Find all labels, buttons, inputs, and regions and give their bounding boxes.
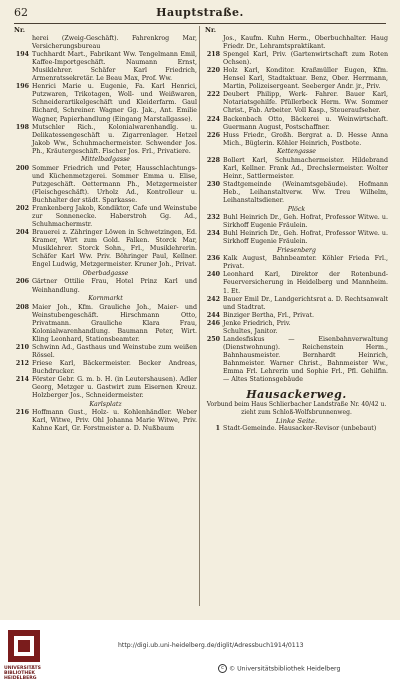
house-number: 220	[206, 67, 220, 75]
resident-text: Schultes, Janitor.	[223, 327, 278, 335]
house-number	[14, 35, 32, 51]
address-entry	[205, 312, 388, 320]
resident-text: herei (Zweig-Geschäft). Fahrenkrog Mar, Versicherungsbureau	[32, 35, 197, 51]
house-number: 236	[206, 255, 220, 263]
house-number: 202	[15, 205, 29, 213]
address-entry	[205, 67, 388, 91]
address-entry	[14, 376, 197, 400]
header-rule	[14, 23, 386, 24]
address-entry	[14, 165, 197, 205]
address-entry	[14, 229, 197, 269]
address-entry	[205, 336, 388, 384]
house-number: 216	[15, 409, 29, 417]
house-number: 218	[206, 51, 220, 59]
house-number: 194	[15, 51, 29, 59]
address-entry	[205, 91, 388, 115]
university-seal-icon	[6, 628, 42, 664]
resident-text: Buhl Heinrich Dr., Geh. Hofrat, Professor Witwe. u. Sirkhoff Eugenie Fräulein.	[223, 214, 388, 230]
resident-text: Friese Karl, Bäckermeister. Becker Andreas, Buchdrucker.	[32, 359, 197, 375]
address-entry	[14, 83, 197, 123]
address-entry	[205, 116, 388, 132]
address-entry	[14, 205, 197, 229]
house-number: 244	[206, 311, 220, 319]
street-section-heading: Kornmarkt	[88, 295, 123, 303]
street-section-heading: Plöck	[287, 205, 306, 213]
street-side-label: Linke Seite.	[275, 417, 318, 426]
street-description: Vorbund beim Haus Schlierbacher Landstraße Nr. 40/42 u. zieht zum Schloß-Wolfsbrunnenweg.	[206, 401, 387, 416]
address-entry	[205, 328, 388, 336]
page-number: 62	[14, 6, 28, 19]
resident-text: Kalk August, Bahnbeamter. Köhler Frieda Frl., Privat.	[223, 255, 388, 271]
address-entry	[205, 181, 388, 205]
resident-text: Jos., Kaufm. Kuhn Herm., Oberbuchhalter. Haug Friedr. Dr., Lehramtspraktikant.	[223, 35, 388, 51]
resident-text: Stadt-Gemeinde. Hausacker-Revisor (unbebaut)	[223, 425, 377, 433]
house-number: 246	[206, 319, 220, 327]
resident-text: Backenbach Otto, Bäckerei u. Weinwirtschaft. Guermann August, Postschaffner.	[223, 115, 388, 131]
house-number: 208	[15, 303, 29, 311]
resident-text: Henrici Marie u. Eugenie, Fa. Karl Henrici, Putzwaren, Trikotagen, Woll- und Weißwaren, Schneiderartikelgeschäft und Kleiderfarm. Gaul Richard, Schreiner. Wagner Gg. Jak., Ant. Emilie Wagner, Papierhandlung (Eingang Marstallgasse).	[32, 83, 197, 123]
house-number: 198	[15, 123, 29, 131]
left-nr-label: Nr.	[14, 26, 26, 34]
page-header	[14, 6, 386, 22]
house-number: 1	[215, 425, 220, 433]
resident-text: Huss Friedr., Großh. Bergrat a. D. Hesse Anna Mich., Büglerin. Köhler Heinrich, Postbote.	[223, 131, 388, 147]
resident-text: Brauerei z. Zähringer Löwen in Schwetzingen, Ed. Kramer, Wirt zum Gold. Falken. Storck Mar, Musiklehrer. Storck Sohn., Frl., Musiklehrerin. Schäfer Karl Ww. Priv. Böhringer Paul, Kellner. Engel Ludwig, Metzgermeister. Kruner Joh., Privat.	[32, 229, 197, 269]
resident-text: Gärtner Ottilie Frau, Hotel Prinz Karl und Weinhandlung.	[32, 278, 197, 294]
address-entry	[205, 271, 388, 295]
resident-text: Leonhard Karl, Direktor der Rotenbund-Feuerversicherung in Heidelberg und Mannheim. 1. Et.	[223, 271, 388, 295]
right-nr-label: Nr.	[205, 26, 217, 34]
house-number: 214	[15, 376, 29, 384]
house-number: 204	[15, 229, 29, 237]
copyright-icon: c	[218, 664, 227, 673]
resident-text: Stadtgemeinde (Weinamtsgebäude). Hofmann Heb., Leihanstaltverw. Ww. Treu Wilhelm, Leihanstaltsdiener.	[223, 180, 388, 204]
house-number	[205, 35, 223, 51]
resident-text: Maier Joh., Kfm. Grauliche Joh., Maier- und Weinstubengeschäft. Hirschmann Otto, Privatmann. Grauliche Klara Frau, Kolonialwarenhandlung. Baumann Peter, Wirt. Kling Leonhard, Stationsbeamter.	[32, 303, 197, 343]
resident-text: Binziger Bertha, Frl., Privat.	[223, 311, 315, 319]
street-section-heading: Karlsplatz	[89, 400, 122, 408]
address-entry	[14, 409, 197, 433]
address-entry	[205, 132, 388, 148]
address-entry	[14, 304, 197, 344]
left-column-head	[14, 26, 197, 34]
right-column-head	[205, 26, 388, 34]
resident-text: Jenke Friedrich, Priv.	[223, 319, 291, 327]
resident-text: Schwinn Ad., Gasthaus und Weinstube zum weißen Rössel.	[32, 343, 197, 359]
house-number: 228	[206, 156, 220, 164]
street-section-heading: Oberbadgasse	[82, 269, 129, 277]
house-number: 226	[206, 131, 220, 139]
house-number: 250	[206, 335, 220, 343]
address-entry	[205, 51, 388, 67]
resident-text: Frankenberg Jakob, Kondiktor, Cafe und Weinstube zur Sonnenecke. Haberstroh Gg. Ad., Schuhmachermstr.	[32, 205, 197, 229]
street-section-heading: Kettengasse	[276, 148, 317, 156]
address-entry	[205, 35, 388, 51]
resident-text: Spengel Karl, Priv. (Gartenwirtschaft zum Roten Ochsen).	[223, 51, 388, 67]
house-number: 212	[15, 359, 29, 367]
permalink-url[interactable]: http://digi.ub.uni-heidelberg.de/diglit/Adressbuch1914/0113	[118, 642, 304, 649]
house-number: 234	[206, 230, 220, 238]
address-entry	[205, 214, 388, 230]
column-divider	[199, 26, 200, 606]
resident-text: Sommer Friedrich und Peter, Hausschlachtungs- und Küchenmetzgerei. Sommer Emma u. Elise, Putzgeschäft. Oettermann Ph., Metzgermeister (Fleischgeschäft). Urholz Ad., Kontrolleur u. Buchhalter der städt. Sparkasse.	[32, 164, 197, 204]
resident-text: Deubert Philipp, Werk- Fahrer. Bauer Karl, Notariatsgehilfe. Pfüllerbeck Herm. Ww. Sommer Christ., Fab. Arbeiter. Voll Kasp., Steueraufseher.	[223, 91, 388, 115]
address-entry	[205, 230, 388, 246]
left-column	[14, 26, 197, 433]
resident-text: Landesfiskus — Eisenbahnverwaltung (Dienstwohnung). Reichenstein Herm., Bahnhausmeister. Bernhardt Heinrich, Bahnmeister. Warner Christ., Bahnmeister Ww., Emma Frl. Lehrerin und Sophie Frl., Pfl. Gehilfin. — Altes Stationsgebäude	[223, 335, 388, 384]
house-number: 232	[206, 214, 220, 222]
resident-text: Tuchhardt Mart., Fabrikant Ww. Tengelmann Emil, Kaffee-Importgeschäft. Naumann Ernst, Musiklehrer. Schäfer Karl Friedrich, Armenratssekretär. Le Beau Max, Prof. Ww.	[32, 51, 197, 83]
library-logo-text: UNIVERSITÄTS BIBLIOTHEK HEIDELBERG	[4, 666, 41, 682]
house-number: 224	[206, 115, 220, 123]
address-entry	[205, 157, 388, 181]
house-number: 242	[206, 295, 220, 303]
copyright-notice	[218, 664, 340, 673]
right-column	[205, 26, 388, 433]
address-entry	[14, 35, 197, 51]
copyright-text: © Universitätsbibliothek Heidelberg	[229, 665, 341, 673]
address-entry	[14, 51, 197, 83]
resident-text: Bollert Karl, Schuhmachermeister. Hildebrand Karl, Kellner. Frank Ad., Drechslermeister. Wolter Heinr., Sattlermeister.	[223, 156, 388, 180]
address-entry	[205, 320, 388, 328]
house-number: 210	[15, 343, 29, 351]
house-number: 196	[15, 83, 29, 91]
street-section-heading: Mittelbadgasse	[80, 156, 131, 164]
resident-text: Mutschler Rich., Kolonialwarenhandlg. u. Delikatessengeschäft u. Zigarrenlager. Hetzel Jakob Ww., Schuhmachermeister. Schwender Jos. Ph., Kräutergeschäft. Fischer Jos. Frl., Privatiere.	[32, 123, 197, 155]
house-number: 240	[206, 271, 220, 279]
address-entry	[14, 124, 197, 156]
resident-text: Holz Karl, Konditor. Kraßmüller Eugen, Kfm. Hensel Karl, Stadtaktuar. Benz, Ober. Herrmann, Martin, Polizeisergeant. Seeberger Andr. jr., Priv.	[223, 67, 388, 91]
resident-text: Bauer Emil Dr., Landgerichtsrat a. D. Rechtsanwalt und Stadtrat.	[223, 295, 388, 311]
house-number: 230	[206, 180, 220, 188]
street-heading: Hausackerweg.	[246, 388, 347, 402]
resident-text: Buhl Heinrich Dr., Geh. Hofrat, Professor Witwe. u. Sirkhoff Eugenie Fräulein.	[223, 230, 388, 246]
house-number	[205, 328, 223, 336]
house-number: 206	[15, 278, 29, 286]
address-entry	[14, 278, 197, 294]
page-title: Hauptstraße.	[156, 6, 244, 19]
house-number: 200	[15, 164, 29, 172]
address-entry	[205, 425, 388, 433]
address-entry	[205, 255, 388, 271]
resident-text: Förster Gebr. G. m. b. H. (in Leutershausen). Adler Georg, Metzger u. Gastwirt zum Eisernen Kreuz. Holzberger Jos., Schneidermeister.	[32, 376, 197, 400]
house-number: 222	[206, 91, 220, 99]
address-entry	[205, 296, 388, 312]
address-entry	[14, 344, 197, 360]
resident-text: Hoffmann Gust., Holz- u. Kohlenhändler. Weber Karl, Witwe, Priv. Ohl Johanna Marie Witwe, Priv. Kahne Karl, Gr. Forstmeister a. D. Nußbaum	[32, 409, 197, 433]
street-section-heading: Friesenberg	[277, 246, 316, 254]
viewer-footer	[0, 620, 400, 689]
address-entry	[14, 360, 197, 376]
